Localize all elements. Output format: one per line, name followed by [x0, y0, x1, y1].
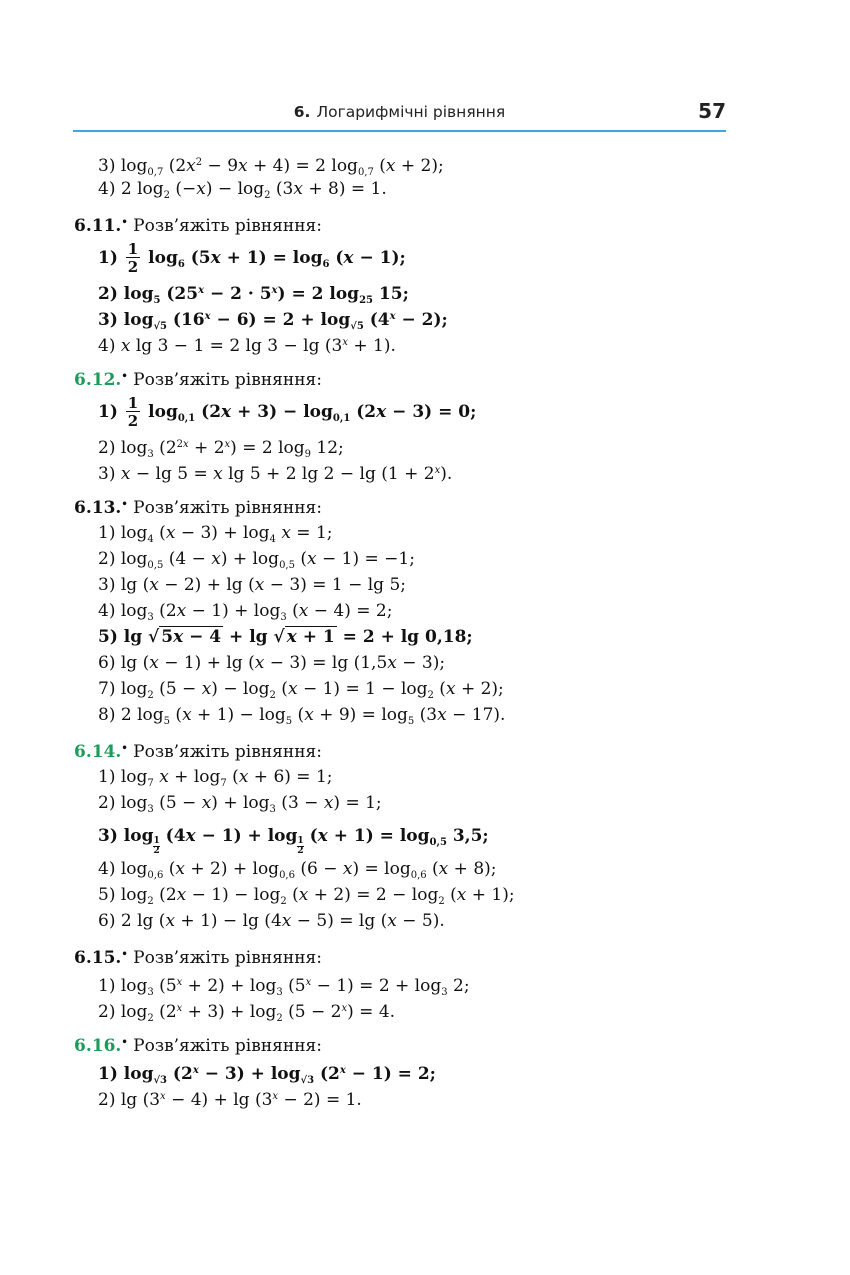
equation-line: 3) log $\frac{1}{2}$ (4x − 1) + log $\frac{1}{2}$ $(x + 1) = \log_{0,5} 3,5$;	[98, 826, 489, 856]
page-header	[73, 100, 726, 132]
task-prompt: Розв’яжіть рівняння:	[133, 370, 322, 390]
task-prompt: Розв’яжіть рівняння:	[133, 948, 322, 968]
equation-line: 1) $\log_7 x + \log_7 (x + 6) = 1$;	[98, 767, 333, 789]
task-6-15	[74, 940, 754, 970]
equation-line: 3) $\log_{0,7} (2x^2 - 9x + 4) = 2$ $\log_{0,7} (x + 2)$;	[98, 156, 444, 178]
equation-line: 6) lg (x − 1) + lg (x − 3) = lg (1,5x − 3);	[98, 653, 446, 673]
equation-line: 2) $\log_3 (5 - x) + \log_3 (3 - x) = 1$;	[98, 793, 382, 815]
difficulty-mark: •	[121, 371, 128, 382]
exercise-list	[74, 150, 754, 1110]
equation-line: 3) $\log_{√5} (16^x - 6) = 2 + \log_{√5} (4^x - 2)$;	[98, 310, 448, 332]
page-number: 57	[698, 99, 726, 123]
equation-line: 6) 2 lg (x + 1) − lg (4x − 5) = lg (x − 5).	[98, 911, 445, 931]
equation-line: 1) $\log_3 (5^x + 2) + \log_3 (5^x - 1) = 2 + \log_3 2$;	[98, 976, 470, 998]
task-6-16	[74, 1028, 754, 1058]
difficulty-mark: •	[121, 499, 128, 510]
difficulty-mark: •	[121, 743, 128, 754]
equation-line: 2) $\log_5 (25^x - 2 \cdot 5^x) = 2$ $\log_{25} 15$;	[98, 284, 409, 306]
task-prompt: Розв’яжіть рівняння:	[133, 498, 322, 518]
chapter-title	[73, 103, 726, 121]
equation-line: 4) $\log_{0,6} (x + 2) + \log_{0,6} (6 - x) = \log_{0,6} (x + 8)$;	[98, 859, 497, 881]
equation-line: 2) $\log_{0,5} (4 - x) + \log_{0,5} (x - 1) = -1$;	[98, 549, 415, 571]
equation-line: 2) $\log_3 (2^{2x} + 2^x) = 2$ $\log_9 12$;	[98, 438, 344, 460]
task-number: 6.13.	[74, 498, 122, 518]
task-number: 6.11.	[74, 216, 122, 236]
chapter-number: 6.	[293, 103, 311, 121]
equation-line: 1) $\log_4 (x - 3) + \log_4 x = 1$;	[98, 523, 333, 545]
task-prompt: Розв’яжіть рівняння:	[133, 1036, 322, 1056]
difficulty-mark: •	[121, 217, 128, 228]
equation-line: 8) 2 $\log_5 (x + 1) - \log_5 (x + 9) = \log_5 (3x - 17)$.	[98, 705, 506, 727]
chapter-title-text: Логарифмічні рівняння	[316, 103, 506, 121]
task-number: 6.12.	[74, 370, 122, 390]
difficulty-mark: •	[121, 949, 128, 960]
task-6-14	[74, 734, 754, 764]
task-number: 6.15.	[74, 948, 122, 968]
equation-line: 4) 2 $\log_2 (-x) - \log_2 (3x + 8) = 1$.	[98, 179, 387, 201]
task-number: 6.14.	[74, 742, 122, 762]
task-6-11	[74, 208, 754, 238]
equation-line: 4) $\log_3 (2x - 1) + \log_3 (x - 4) = 2$;	[98, 601, 393, 623]
equation-line: 5) $\log_2 (2x - 1) - \log_2 (x + 2) = 2 - \log_2 (x + 1)$;	[98, 885, 515, 907]
task-6-12	[74, 362, 754, 392]
equation-line: 1) $\frac{1}{2}$ $\log_6 (5x + 1) = \log_6 (x - 1)$;	[98, 240, 406, 276]
equation-line: 4) x lg 3 − 1 = 2 $\lg 3 - \lg (3^x + 1)$.	[98, 336, 396, 356]
equation-line: 5) lg √ 5x − 4 + lg √ x + 1 = 2 + lg 0,18;	[98, 627, 473, 647]
equation-line: 3) lg (x − 2) + lg (x − 3) = 1 − lg 5;	[98, 575, 407, 595]
equation-line: 2) $\lg (3^x - 4) + \lg (3^x - 2) = 1$.	[98, 1090, 362, 1110]
task-number: 6.16.	[74, 1036, 122, 1056]
task-prompt: Розв’яжіть рівняння:	[133, 216, 322, 236]
equation-line: 2) $\log_2 (2^x + 3) + \log_2 (5 - 2^x) = 4$.	[98, 1002, 396, 1024]
task-6-13	[74, 490, 754, 520]
equation-line: 1) $\frac{1}{2}$ $\log_{0,1} (2x + 3) - \log_{0,1} (2x - 3) = 0$;	[98, 394, 477, 430]
equation-line: 7) $\log_2 (5 - x) - \log_2 (x - 1) = 1 - \log_2 (x + 2)$;	[98, 679, 504, 701]
equation-line: 1) $\log_{√3} (2^x - 3) + \log_{√3} (2^x - 1) = 2$;	[98, 1064, 436, 1086]
equation-line: 3) x − lg 5 = x lg 5 + 2 $\lg 2 - \lg (1 + 2^x)$.	[98, 464, 453, 484]
task-prompt: Розв’яжіть рівняння:	[133, 742, 322, 762]
difficulty-mark: •	[121, 1037, 128, 1048]
